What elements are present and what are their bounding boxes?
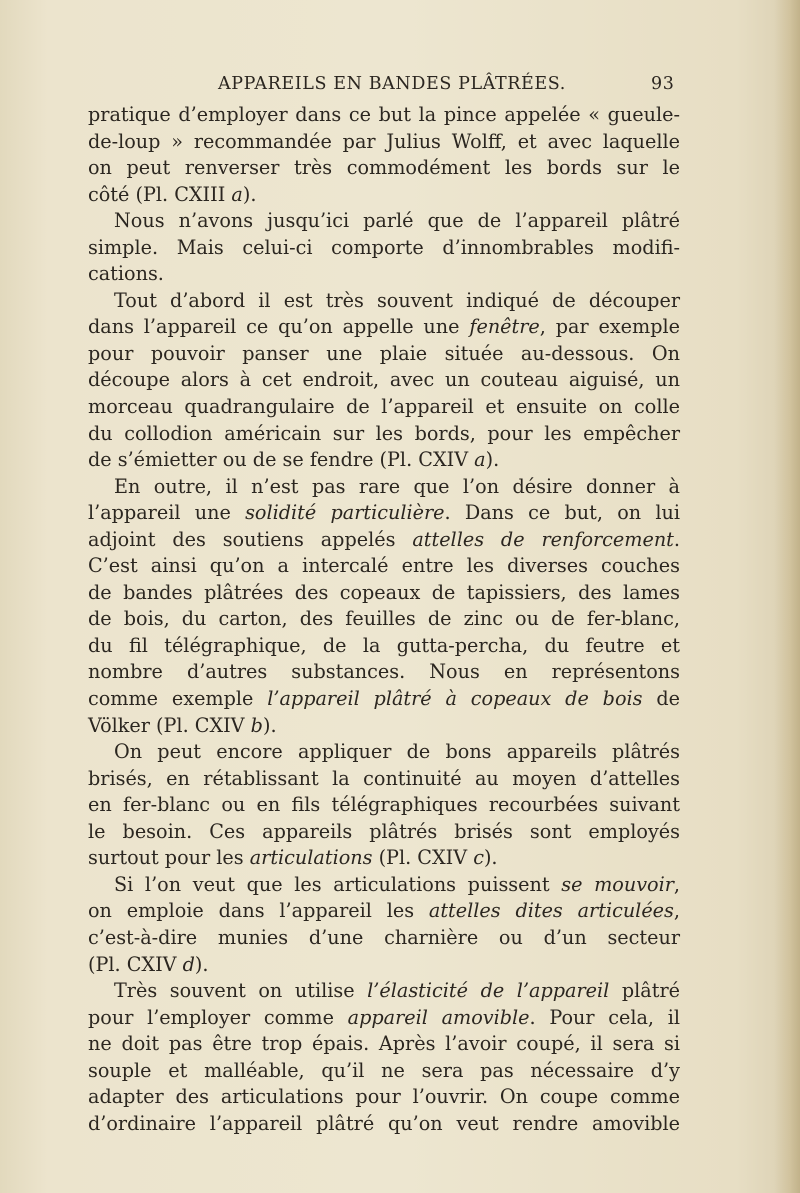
text-line: morceau quadrangulaire de l’appareil et ensuite on colle	[88, 395, 680, 419]
text-line: on peut renverser très commodément les bords sur le	[88, 156, 680, 180]
page-edge-shadow	[774, 0, 800, 1193]
text-line: brisés, en rétablissant la continuité au moyen d’attelles	[88, 766, 680, 790]
text-line: découpe alors à cet endroit, avec un couteau aiguisé, un	[88, 368, 680, 392]
text-line: Tout d’abord il est très souvent indiqué de découper	[114, 288, 680, 312]
text-line: c’est-à-dire munies d’une charnière ou d’un secteur	[88, 925, 680, 949]
text-line: de bois, du carton, des feuilles de zinc ou de fer-blanc,	[88, 607, 680, 631]
text-line: On peut encore appliquer de bons appareils plâtrés	[114, 740, 680, 764]
text-line: en fer-blanc ou en fils télégraphiques recourbées suivant	[88, 793, 680, 817]
text-line: nombre d’autres substances. Nous en représentons	[88, 660, 680, 684]
text-line: Très souvent on utilise l’élasticité de l’appareil plâtré	[114, 979, 680, 1003]
text-line: (Pl. CXIV d).	[88, 952, 209, 976]
text-line: simple. Mais celui-ci comporte d’innombrables modifi-	[88, 235, 680, 259]
text-line: du collodion américain sur les bords, pour les empêcher	[88, 421, 680, 445]
page-header	[0, 72, 800, 98]
text-line: le besoin. Ces appareils plâtrés brisés sont employés	[88, 819, 680, 843]
text-line: Nous n’avons jusqu’ici parlé que de l’appareil plâtré	[114, 209, 680, 233]
body-text	[88, 102, 680, 1137]
text-line: ne doit pas être trop épais. Après l’avoir coupé, il sera si	[88, 1032, 680, 1056]
text-line: pratique d’employer dans ce but la pince appelée « gueule-	[88, 103, 680, 126]
text-line: on emploie dans l’appareil les attelles dites articulées,	[88, 899, 680, 923]
text-line: côté (Pl. CXIII a).	[88, 182, 257, 206]
text-line: cations.	[88, 262, 164, 286]
text-line: d’ordinaire l’appareil plâtré qu’on veut rendre amovible	[88, 1111, 680, 1135]
text-line: adapter des articulations pour l’ouvrir. On coupe comme	[88, 1085, 680, 1109]
text-line: du fil télégraphique, de la gutta-percha, du feutre et	[88, 633, 680, 657]
text-line: comme exemple l’appareil plâtré à copeaux de bois de	[88, 687, 680, 711]
text-line: de s’émietter ou de se fendre (Pl. CXIV a).	[88, 448, 500, 472]
text-line: souple et malléable, qu’il ne sera pas nécessaire d’y	[88, 1058, 680, 1082]
text-line: de bandes plâtrées des copeaux de tapissiers, des lames	[88, 580, 680, 604]
text-line: dans l’appareil ce qu’on appelle une fenêtre, par exemple	[88, 315, 680, 339]
text-line: pour pouvoir panser une plaie située au-dessous. On	[88, 341, 680, 365]
text-line: surtout pour les articulations (Pl. CXIV c).	[88, 846, 498, 870]
running-head: APPAREILS EN BANDES PLÂTRÉES.	[218, 74, 566, 94]
text-line: de-loup » recommandée par Julius Wolff, et avec laquelle	[88, 129, 680, 153]
page-number: 93	[651, 74, 675, 94]
text-line: C’est ainsi qu’on a intercalé entre les diverses couches	[88, 554, 680, 578]
text-line: l’appareil une solidité particulière. Dans ce but, on lui	[88, 501, 681, 525]
text-line: adjoint des soutiens appelés attelles de renforcement.	[88, 527, 680, 551]
text-line: Si l’on veut que les articulations puissent se mouvoir,	[114, 872, 681, 896]
text-line: En outre, il n’est pas rare que l’on désire donner à	[114, 474, 680, 498]
text-line: Völker (Pl. CXIV b).	[88, 713, 277, 737]
text-line: pour l’employer comme appareil amovible. Pour cela, il	[88, 1005, 680, 1029]
